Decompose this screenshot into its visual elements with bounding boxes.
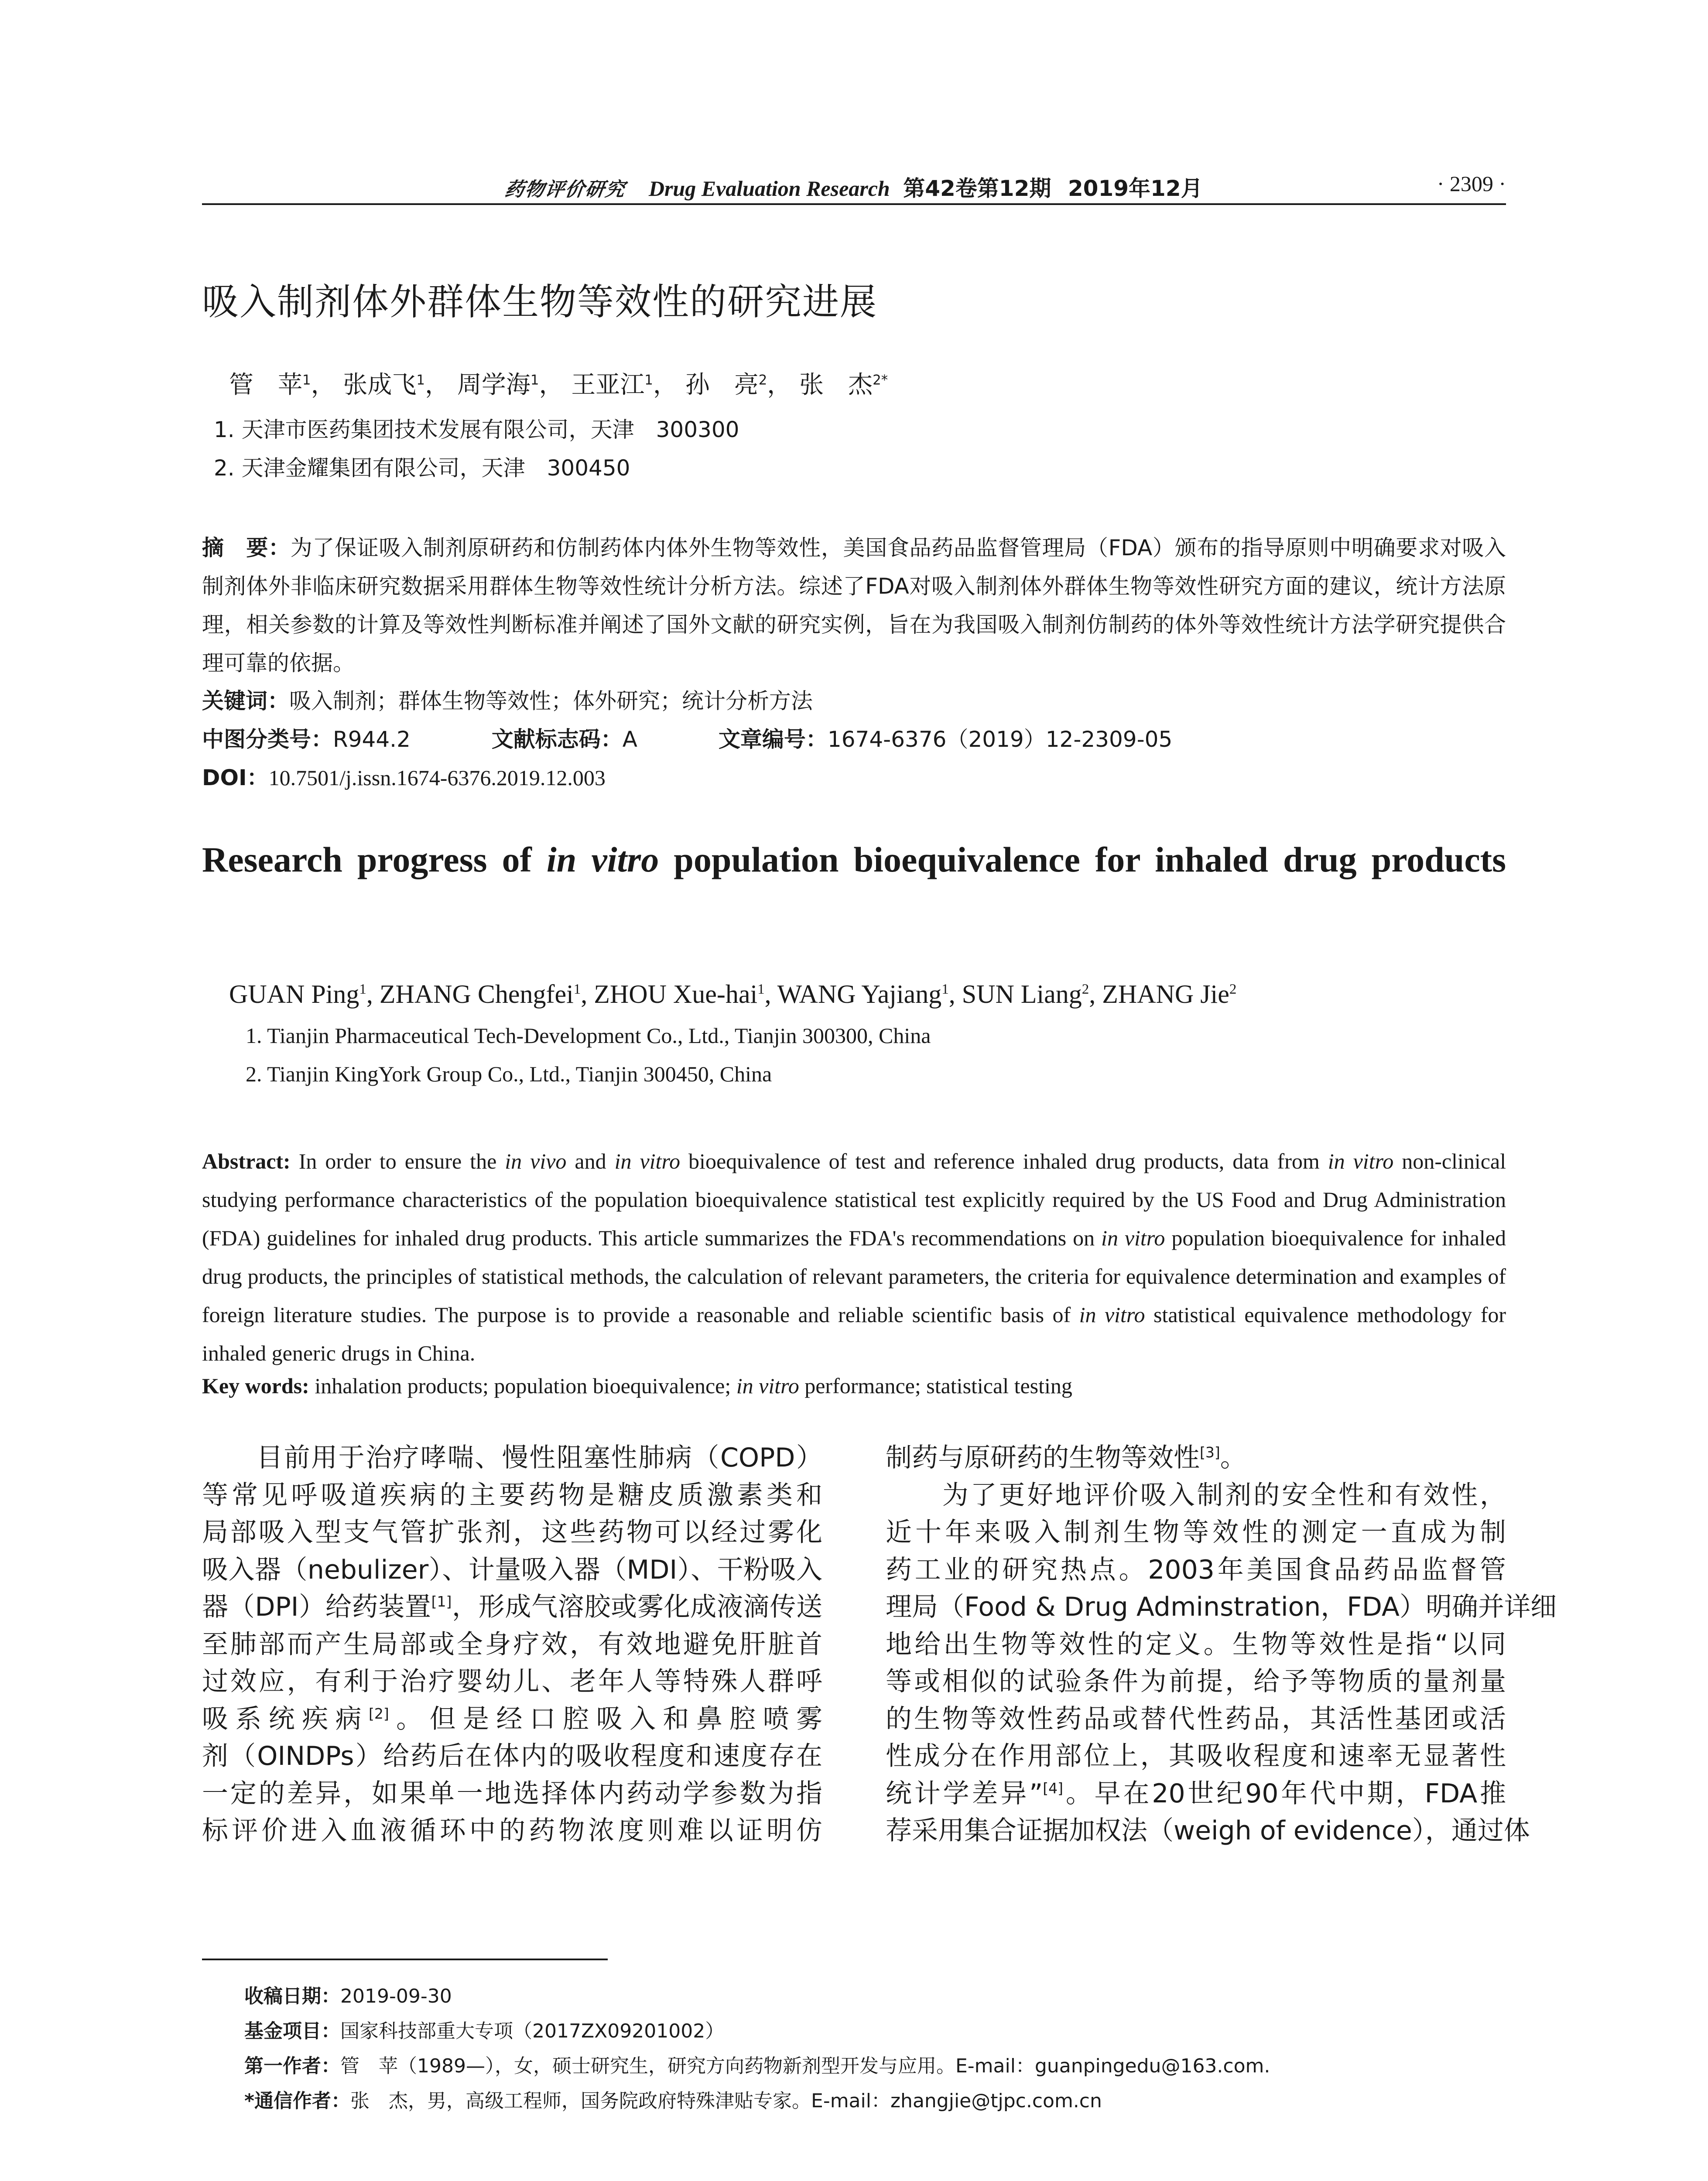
author-en: GUAN Ping	[229, 980, 359, 1008]
body-line: 荐采用集合证据加权法（weigh of evidence），通过体	[886, 1815, 1530, 1846]
abstract-en-label: Abstract:	[202, 1149, 291, 1173]
abstract-en-italic: in vitro	[614, 1149, 681, 1173]
author-sup: 1	[757, 981, 765, 997]
author-cn: 周学海	[457, 371, 531, 399]
body-text: 统计学差异”	[886, 1778, 1043, 1809]
citation-ref[interactable]: [3]	[1200, 1444, 1220, 1461]
abstract-en-text: In order to ensure the	[290, 1149, 505, 1173]
abstract-en-italic: in vitro	[1101, 1226, 1165, 1250]
doi-line	[202, 760, 606, 792]
body-line: 一定的差异，如果单一地选择体内药动学参数为指	[202, 1778, 822, 1809]
affiliation-cn-1: 1. 天津市医药集团技术发展有限公司，天津 300300	[214, 417, 739, 442]
body-line	[886, 1775, 1506, 1813]
body-line: 等或相似的试验条件为前提，给予等物质的量剂量	[886, 1666, 1506, 1697]
body-line	[886, 1439, 1506, 1477]
author-sup: 1	[530, 372, 539, 388]
author-sup: 1	[416, 372, 425, 388]
abstract-en-text: statistical equivalence methodology for inhaled generic drugs in China.	[202, 1302, 1506, 1365]
abstract-en-text: non-clinical studying performance characteristics of the population bioequivalence statistical test explicitly required by the US Food and Drug Administration (FDA) guidelines for inhaled drug products. This article summarizes the FDA's recommendations on	[202, 1149, 1506, 1250]
author-cn: 孙 亮	[685, 371, 759, 399]
author-sup: 2	[1082, 981, 1089, 997]
body-line: 吸入器（nebulizer）、计量吸入器（MDI）、干粉吸入	[202, 1554, 822, 1585]
abstract-en-italic: in vivo	[505, 1149, 567, 1173]
keywords-en-label: Key words:	[202, 1374, 309, 1398]
keywords-en-italic: in vitro	[736, 1374, 799, 1398]
first-author-label: 第一作者：	[244, 2055, 340, 2077]
classification-line	[202, 722, 1172, 753]
doi-value: 10.7501/j.issn.1674-6376.2019.12.003	[268, 766, 606, 790]
article-no-label: 文章编号：	[718, 727, 828, 752]
abstract-cn-label: 摘 要：	[202, 535, 291, 561]
author-sup: 1	[359, 981, 366, 997]
page-number: · 2309 ·	[1437, 171, 1506, 196]
body-line: 地给出生物等效性的定义。生物等效性是指“以同	[886, 1629, 1506, 1660]
body-line: 性成分在作用部位上，其吸收程度和速率无显著性	[886, 1741, 1506, 1771]
authors-en: GUAN Ping$^1$, ZHANG Chengfei$^1$, ZHOU Xue-hai$^1$, WANG Yajiang$^1$, SUN Liang$^2$, ZHANG Jie$^2$	[229, 980, 1237, 1008]
author-sup: 1	[573, 981, 581, 997]
author-cn: 王亚江	[571, 371, 645, 399]
abstract-en-text: and	[566, 1149, 615, 1173]
keywords-en-text: performance; statistical testing	[799, 1374, 1072, 1398]
journal-name-en: Drug Evaluation Research	[648, 176, 890, 201]
body-line: 近十年来吸入制剂生物等效性的测定一直成为制	[886, 1517, 1506, 1548]
body-line	[202, 1701, 822, 1738]
footnote-rule	[202, 1959, 608, 1960]
affiliation-en-2: 2. Tianjin KingYork Group Co., Ltd., Tianjin 300450, China	[246, 1062, 772, 1086]
keywords-en	[202, 1373, 1072, 1398]
body-column-right	[886, 1439, 1557, 1850]
body-text: 。但是经口腔吸入和鼻腔喷雾	[389, 1703, 823, 1734]
body-line: 至肺部而产生局部或全身疗效，有效地避免肝脏首	[202, 1629, 822, 1660]
author-sup: 1	[644, 372, 653, 388]
citation-ref[interactable]: [1]	[431, 1593, 452, 1610]
title-cn: 吸入制剂体外群体生物等效性的研究进展	[202, 280, 878, 323]
keywords-cn-label: 关键词：	[202, 688, 289, 714]
body-line: 为了更好地评价吸入制剂的安全性和有效性，	[886, 1480, 1506, 1511]
received-value: 2019-09-30	[340, 1985, 452, 2007]
body-text: 制药与原研药的生物等效性	[886, 1443, 1200, 1473]
clc-value: R944.2	[333, 727, 411, 752]
abstract-en-italic: in vitro	[1328, 1149, 1394, 1173]
author-en: SUN Liang	[962, 980, 1082, 1008]
doc-code-label: 文献标志码：	[491, 727, 623, 752]
author-cn: 管 苹	[229, 371, 302, 399]
body-line: 理局（Food & Drug Adminstration，FDA）明确并详细	[886, 1592, 1557, 1622]
body-line: 的生物等效性药品或替代性药品，其活性基团或活	[886, 1703, 1506, 1734]
abstract-cn-text: 为了保证吸入制剂原研药和仿制药体内体外生物等效性，美国食品药品监督管理局（FDA）颁布的指导原则中明确要求对吸入制剂体外非临床研究数据采用群体生物等效性统计分析方法。综述了FDA对吸入制剂体外群体生物等效性研究方面的建议，统计方法原理，相关参数的计算及等效性判断标准并阐述了国外文献的研究实例，旨在为我国吸入制剂仿制药的体外等效性统计方法学研究提供合理可靠的依据。	[202, 535, 1506, 676]
body-text: 。	[1220, 1443, 1246, 1473]
footnote-first-author	[244, 2050, 1270, 2078]
body-line: 标评价进入血液循环中的药物浓度则难以证明仿	[202, 1815, 822, 1846]
footnote-received	[244, 1980, 452, 2008]
author-en: ZHOU Xue-hai	[594, 980, 758, 1008]
author-en: ZHANG Chengfei	[379, 980, 574, 1008]
body-text: 吸系统疾病	[202, 1703, 369, 1734]
keywords-en-text: inhalation products; population bioequivalence;	[309, 1374, 736, 1398]
body-line	[202, 1589, 822, 1626]
article-no-value: 1674-6376（2019）12-2309-05	[827, 727, 1173, 752]
body-line: 局部吸入型支气管扩张剂，这些药物可以经过雾化	[202, 1517, 822, 1548]
abstract-cn	[202, 529, 1506, 682]
author-en: WANG Yajiang	[777, 980, 942, 1008]
abstract-en-text: population bioequivalence for inhaled drug products, the principles of statistical methods, the calculation of relevant parameters, the criteria for equivalence determination and examples of foreign literature studies. The purpose is to provide a reasonable and reliable scientific basis of	[202, 1226, 1506, 1327]
abstract-en-text: bioequivalence of test and reference inhaled drug products, data from	[680, 1149, 1328, 1173]
corresponding-label: *通信作者：	[244, 2090, 351, 2112]
author-sup: 2	[758, 372, 767, 388]
body-line: 剂（OINDPs）给药后在体内的吸收程度和速度存在	[202, 1741, 822, 1771]
author-en: ZHANG Jie	[1102, 980, 1229, 1008]
body-text: ，形成气溶胶或雾化成液滴传送	[452, 1592, 823, 1622]
author-cn: 张成飞	[343, 371, 417, 399]
affiliation-cn-2: 2. 天津金耀集团有限公司，天津 300450	[214, 455, 630, 481]
body-column-left	[202, 1439, 822, 1850]
issue-date: 2019年12月	[1068, 176, 1203, 201]
authors-cn: 管 苹$^1$， 张成飞$^1$， 周学海$^1$， 王亚江$^1$， 孙 亮$^2$， 张 杰$^{2*}$	[229, 371, 888, 399]
issue-info: 第42卷第12期	[903, 176, 1051, 201]
body-line: 药工业的研究热点。2003年美国食品药品监督管	[886, 1554, 1506, 1585]
body-line: 目前用于治疗哮喘、慢性阻塞性肺病（COPD）	[202, 1443, 822, 1473]
abstract-en-italic: in vitro	[1079, 1302, 1145, 1327]
title-en-part2: population bioequivalence for inhaled drug products	[659, 840, 1506, 879]
keywords-cn-text: 吸入制剂；群体生物等效性；体外研究；统计分析方法	[289, 688, 813, 714]
citation-ref[interactable]: [4]	[1043, 1779, 1063, 1797]
author-cn: 张 杰	[799, 371, 873, 399]
body-line: 等常见呼吸道疾病的主要药物是糖皮质激素类和	[202, 1480, 822, 1511]
fund-label: 基金项目：	[244, 2020, 340, 2042]
body-text: 。早在20世纪90年代中期，FDA推	[1063, 1778, 1506, 1809]
doc-code-value: A	[622, 727, 638, 752]
title-en-part1: Research progress of	[202, 840, 547, 879]
author-sup: 2*	[873, 372, 888, 388]
abstract-en	[202, 1142, 1506, 1372]
title-en	[202, 833, 1506, 886]
citation-ref[interactable]: [2]	[369, 1705, 389, 1722]
doi-label: DOI：	[202, 765, 269, 790]
affiliation-en-1: 1. Tianjin Pharmaceutical Tech-Development Co., Ltd., Tianjin 300300, China	[246, 1023, 931, 1048]
author-sup: 1	[302, 372, 311, 388]
body-text: 器（DPI）给药装置	[202, 1592, 431, 1622]
footnote-fund	[244, 2015, 724, 2043]
corresponding-value: 张 杰，男，高级工程师，国务院政府特殊津贴专家。E-mail：zhangjie@tjpc.com.cn	[350, 2090, 1102, 2112]
keywords-cn	[202, 684, 813, 715]
author-sup: 2	[1229, 981, 1237, 997]
received-label: 收稿日期：	[244, 1985, 340, 2007]
header-rule	[202, 203, 1506, 205]
author-sup: 1	[941, 981, 949, 997]
fund-value: 国家科技部重大专项（2017ZX09201002）	[340, 2020, 725, 2042]
body-line: 过效应，有利于治疗婴幼儿、老年人等特殊人群呼	[202, 1666, 822, 1697]
title-en-italic: in vitro	[546, 840, 659, 879]
footnote-corresponding	[244, 2085, 1102, 2113]
clc-label: 中图分类号：	[202, 727, 333, 752]
first-author-value: 管 苹（1989—），女，硕士研究生，研究方向药物新剂型开发与应用。E-mail：guanpingedu@163.com.	[340, 2055, 1270, 2077]
journal-logo: 药物评价研究	[503, 178, 627, 201]
